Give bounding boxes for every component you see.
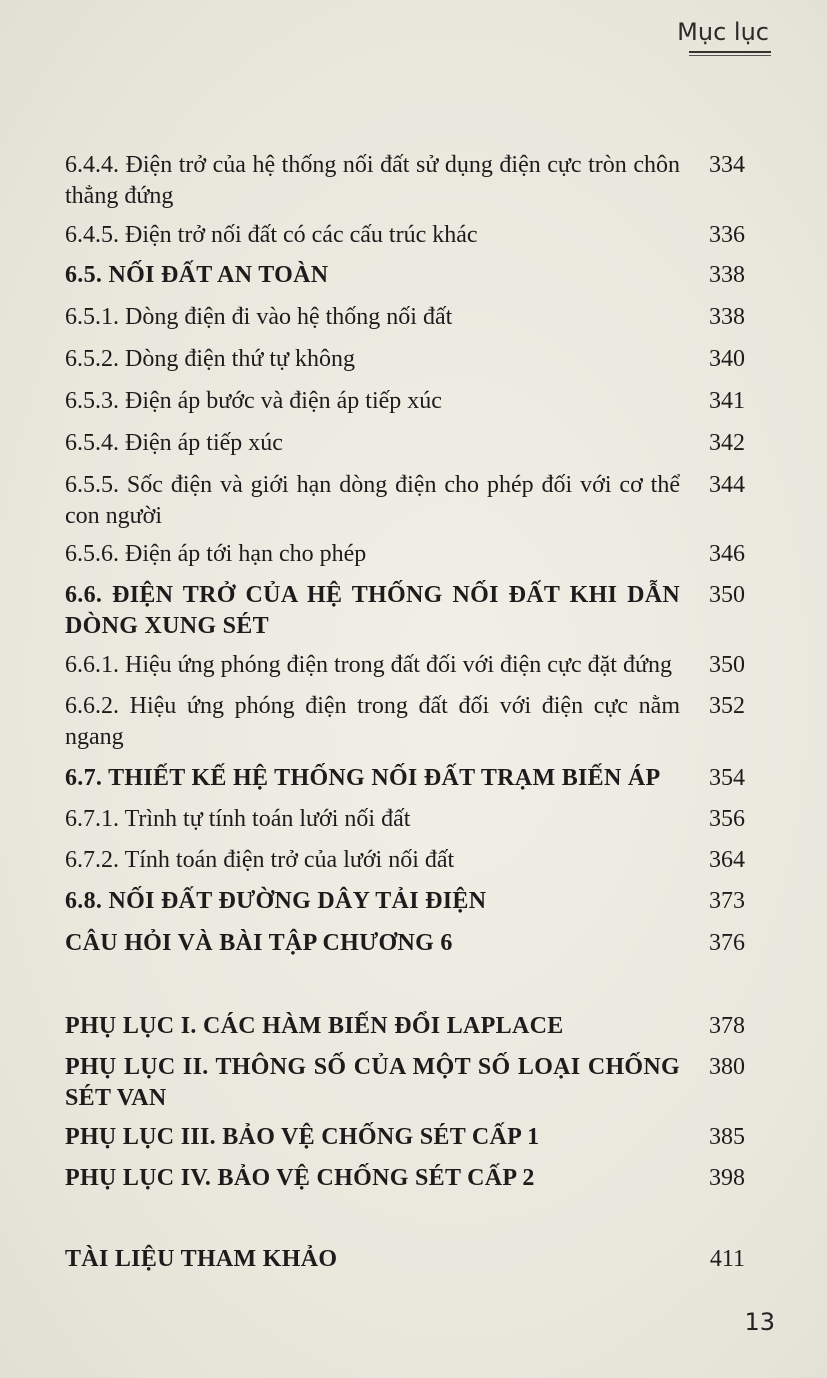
toc-entry-title: 6.7. THIẾT KẾ HỆ THỐNG NỐI ĐẤT TRẠM BIẾN ÁP bbox=[65, 765, 661, 791]
toc-entry-page: 356 bbox=[709, 806, 745, 832]
toc-entry-title: PHỤ LỤC III. BẢO VỆ CHỐNG SÉT CẤP 1 bbox=[65, 1124, 540, 1150]
toc-entry[interactable] bbox=[65, 302, 745, 333]
toc-entry-page: 398 bbox=[709, 1165, 745, 1191]
toc-entry-page: 342 bbox=[709, 430, 745, 456]
toc-entry[interactable] bbox=[65, 386, 745, 417]
toc-entry-page: 380 bbox=[709, 1054, 745, 1080]
toc-entry-title: 6.8. NỐI ĐẤT ĐƯỜNG DÂY TẢI ĐIỆN bbox=[65, 888, 487, 914]
toc-entry[interactable] bbox=[65, 691, 745, 753]
header-rule bbox=[689, 51, 771, 53]
page-number: 13 bbox=[744, 1308, 775, 1336]
toc-entry[interactable] bbox=[65, 1011, 745, 1042]
toc-entry-page: 354 bbox=[709, 765, 745, 791]
toc-entry-title: 6.5.4. Điện áp tiếp xúc bbox=[65, 430, 283, 456]
toc-entry-page: 346 bbox=[709, 541, 745, 567]
toc-entry-page: 336 bbox=[709, 222, 745, 248]
toc-entry[interactable] bbox=[65, 580, 745, 642]
toc-entry-page: 334 bbox=[709, 152, 745, 178]
toc-entry-title: CÂU HỎI VÀ BÀI TẬP CHƯƠNG 6 bbox=[65, 930, 453, 956]
toc-entry-page: 376 bbox=[709, 930, 745, 956]
toc-entry-title: 6.7.2. Tính toán điện trở của lưới nối đất bbox=[65, 847, 455, 873]
toc-entry-title: 6.4.5. Điện trở nối đất có các cấu trúc khác bbox=[65, 222, 478, 248]
toc-entry-page: 378 bbox=[709, 1013, 745, 1039]
toc-entry[interactable] bbox=[65, 470, 745, 532]
toc-entry[interactable] bbox=[65, 260, 745, 291]
toc-entry-page: 364 bbox=[709, 847, 745, 873]
table-of-contents bbox=[65, 150, 745, 1275]
toc-entry-title: 6.5.3. Điện áp bước và điện áp tiếp xúc bbox=[65, 388, 442, 414]
toc-entry[interactable] bbox=[65, 1052, 745, 1114]
toc-entry[interactable] bbox=[65, 1163, 745, 1194]
toc-entry[interactable] bbox=[65, 539, 745, 570]
toc-entry-title: 6.7.1. Trình tự tính toán lưới nối đất bbox=[65, 806, 411, 832]
toc-entry-page: 350 bbox=[709, 582, 745, 608]
toc-entry-title: PHỤ LỤC I. CÁC HÀM BIẾN ĐỔI LAPLACE bbox=[65, 1013, 564, 1039]
toc-entry-title: 6.5.1. Dòng điện đi vào hệ thống nối đất bbox=[65, 304, 453, 330]
toc-entry-page: 373 bbox=[709, 888, 745, 914]
toc-entry-page: 340 bbox=[709, 346, 745, 372]
toc-entry-page: 385 bbox=[709, 1124, 745, 1150]
running-header-title: Mục lục bbox=[677, 18, 769, 46]
toc-entry[interactable] bbox=[65, 220, 745, 251]
toc-entry[interactable] bbox=[65, 886, 745, 917]
toc-entry-page: 341 bbox=[709, 388, 745, 414]
toc-entry[interactable] bbox=[65, 1244, 745, 1275]
toc-entry-title: 6.6.1. Hiệu ứng phóng điện trong đất đối với điện cực đặt đứng bbox=[65, 652, 672, 678]
toc-entry-title: 6.6. ĐIỆN TRỞ CỦA HỆ THỐNG NỐI ĐẤT KHI DẪN DÒNG XUNG SÉT bbox=[65, 582, 680, 639]
toc-entry-title: TÀI LIỆU THAM KHẢO bbox=[65, 1246, 338, 1272]
toc-entry-page: 344 bbox=[709, 472, 745, 498]
toc-entry-title: 6.5.2. Dòng điện thứ tự không bbox=[65, 346, 356, 372]
toc-entry[interactable] bbox=[65, 845, 745, 876]
toc-entry[interactable] bbox=[65, 1122, 745, 1153]
toc-entry-title: 6.5.6. Điện áp tới hạn cho phép bbox=[65, 541, 367, 567]
toc-entry[interactable] bbox=[65, 150, 745, 212]
toc-entry-title: PHỤ LỤC IV. BẢO VỆ CHỐNG SÉT CẤP 2 bbox=[65, 1165, 535, 1191]
toc-entry[interactable] bbox=[65, 928, 745, 959]
toc-entry-page: 350 bbox=[709, 652, 745, 678]
toc-entry-title: PHỤ LỤC II. THÔNG SỐ CỦA MỘT SỐ LOẠI CHỐNG SÉT VAN bbox=[65, 1054, 680, 1111]
header-rule-thin bbox=[689, 55, 771, 56]
toc-entry-page: 338 bbox=[709, 304, 745, 330]
toc-entry[interactable] bbox=[65, 650, 745, 681]
toc-entry-page: 338 bbox=[709, 262, 745, 288]
toc-entry-page: 352 bbox=[709, 693, 745, 719]
toc-entry[interactable] bbox=[65, 804, 745, 835]
toc-entry[interactable] bbox=[65, 763, 745, 794]
toc-entry[interactable] bbox=[65, 428, 745, 459]
toc-entry-title: 6.4.4. Điện trở của hệ thống nối đất sử dụng điện cực tròn chôn thẳng đứng bbox=[65, 152, 680, 209]
toc-entry[interactable] bbox=[65, 344, 745, 375]
toc-entry-page: 411 bbox=[709, 1246, 745, 1272]
toc-entry-title: 6.5. NỐI ĐẤT AN TOÀN bbox=[65, 262, 329, 288]
toc-entry-title: 6.6.2. Hiệu ứng phóng điện trong đất đối với điện cực nằm ngang bbox=[65, 693, 680, 750]
toc-entry-title: 6.5.5. Sốc điện và giới hạn dòng điện cho phép đối với cơ thể con người bbox=[65, 472, 680, 529]
